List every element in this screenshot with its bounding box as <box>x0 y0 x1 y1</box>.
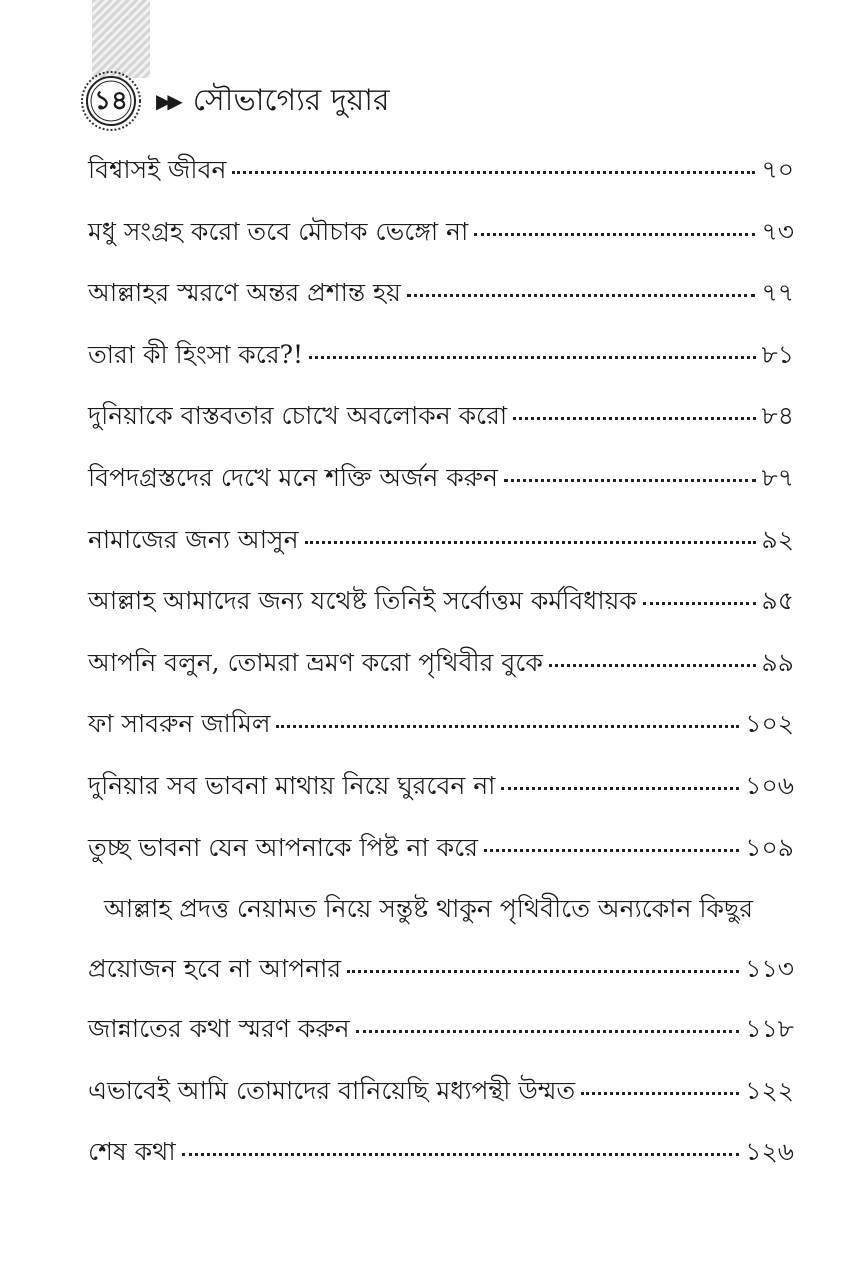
toc-entry[interactable] <box>88 1071 794 1133</box>
dot-leader <box>513 417 755 420</box>
page-header <box>80 70 389 132</box>
dot-leader <box>407 294 756 297</box>
toc-entry-title: আল্লাহর স্মরণে অন্তর প্রশান্ত হয় <box>88 278 401 308</box>
toc-entry-page: ১০২ <box>745 709 794 739</box>
toc-entry-title: আল্লাহ প্রদত্ত নেয়ামত নিয়ে সন্তুষ্ট থাকুন পৃথিবীতে অন্যকোন কিছুর <box>104 894 753 924</box>
toc-entry-title: দুনিয়াকে বাস্তবতার চোখে অবলোকন করো <box>88 401 508 431</box>
dot-leader <box>484 849 739 852</box>
toc-entry-title-continued: প্রয়োজন হবে না আপনার <box>88 954 342 984</box>
toc-entry-page: ৯৫ <box>761 586 794 616</box>
toc-entry-title: তুচ্ছ ভাবনা যেন আপনাকে পিষ্ট না করে <box>88 832 478 862</box>
toc-entry-page: ১১৮ <box>745 1014 794 1044</box>
dot-leader <box>232 171 755 174</box>
toc-entry-title: মধু সংগ্রহ করো তবে মৌচাক ভেঙ্গো না <box>88 216 469 246</box>
dot-leader <box>549 664 756 667</box>
toc-entry-page: ৭৩ <box>761 216 794 246</box>
toc-entry[interactable] <box>88 1009 794 1071</box>
toc-entry-title: আপনি বলুন, তোমরা ভ্রমণ করো পৃথিবীর বুকে <box>88 647 543 677</box>
toc-entry-page: ৭৭ <box>761 278 794 308</box>
page-number: ১৪ <box>94 86 128 116</box>
dot-leader <box>309 356 756 359</box>
dot-leader <box>356 1030 740 1033</box>
toc-entry[interactable] <box>88 396 794 458</box>
toc-entry-title: বিশ্বাসই জীবন <box>88 155 227 184</box>
dot-leader <box>643 602 756 605</box>
toc-entry[interactable] <box>88 828 794 890</box>
dot-leader <box>504 479 756 482</box>
dot-leader <box>276 725 739 728</box>
toc-entry[interactable] <box>88 766 794 828</box>
toc-entry-title: নামাজের জন্য আসুন <box>88 524 299 554</box>
toc-entry[interactable] <box>88 150 794 212</box>
table-of-contents <box>88 150 794 1194</box>
toc-entry-page: ৮৭ <box>761 462 794 492</box>
double-arrow-icon: ▶▶ <box>156 89 179 113</box>
toc-entry-page: ৮৪ <box>761 401 794 431</box>
dot-leader <box>581 1092 739 1095</box>
toc-entry-page: ১০৯ <box>745 832 794 862</box>
dot-leader <box>305 541 756 544</box>
toc-entry[interactable] <box>88 520 794 582</box>
toc-entry-page: ৮১ <box>761 339 794 369</box>
toc-entry-page: ৭০ <box>761 155 794 184</box>
toc-entry[interactable] <box>88 889 794 1009</box>
dot-leader <box>182 1153 740 1156</box>
toc-entry[interactable] <box>88 643 794 705</box>
toc-entry-page: ১১৩ <box>745 954 794 984</box>
toc-entry[interactable] <box>88 273 794 335</box>
toc-entry-title: বিপদগ্রস্তদের দেখে মনে শক্তি অর্জন করুন <box>88 462 498 492</box>
toc-entry-title: শেষ কথা <box>88 1137 176 1167</box>
toc-entry-page: ১০৬ <box>745 770 794 800</box>
page-number-badge <box>80 70 142 132</box>
toc-entry-title: জান্নাতের কথা স্মরণ করুন <box>88 1014 350 1044</box>
toc-entry-title: দুনিয়ার সব ভাবনা মাথায় নিয়ে ঘুরবেন না <box>88 770 496 800</box>
toc-entry-title: এভাবেই আমি তোমাদের বানিয়েছি মধ্যপন্থী উম্মত <box>88 1075 576 1105</box>
running-title: সৌভাগ্যের দুয়ার <box>192 82 390 118</box>
toc-entry[interactable] <box>88 458 794 520</box>
toc-entry[interactable] <box>88 704 794 766</box>
toc-entry[interactable] <box>88 1132 794 1194</box>
toc-entry-page: ৯২ <box>761 524 794 554</box>
toc-entry-page: ৯৯ <box>761 647 794 677</box>
toc-entry[interactable] <box>88 212 794 274</box>
toc-entry-page: ১২২ <box>745 1075 794 1105</box>
dot-leader <box>501 787 739 790</box>
toc-entry[interactable] <box>88 581 794 643</box>
toc-entry-title: ফা সাবরুন জামিল <box>88 709 271 739</box>
toc-entry-line-1 <box>88 889 794 949</box>
toc-entry-page: ১২৬ <box>745 1137 794 1167</box>
toc-entry-title: তারা কী হিংসা করে?! <box>88 339 304 369</box>
toc-entry-line-2 <box>88 949 794 1009</box>
toc-entry[interactable] <box>88 335 794 397</box>
dot-leader <box>474 233 755 236</box>
dot-leader <box>347 970 739 973</box>
toc-entry-title: আল্লাহ আমাদের জন্য যথেষ্ট তিনিই সর্বোত্তম কর্মবিধায়ক <box>88 586 637 616</box>
bookmark-ribbon <box>92 0 150 78</box>
